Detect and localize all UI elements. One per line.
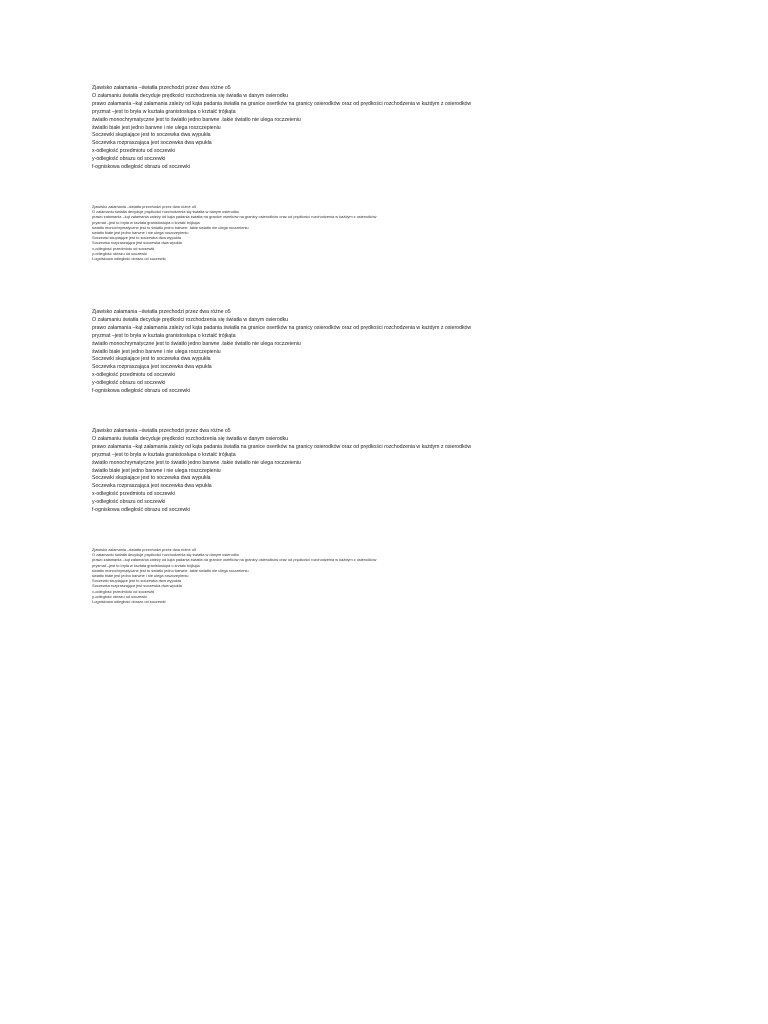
- note-line: prawo załamania –kąt załamania zależy od kąta padania światła na granice osertków na granicy osierodków oraz od prędkości rozchodzenia w każdym z osierodków: [92, 100, 472, 107]
- note-line: Soczewka rozpraszająca jest soczewka dwa wpukła: [92, 140, 212, 147]
- note-line: y-odległość obrazu od soczewki: [92, 499, 166, 506]
- note-line: prawo załamania –kąt załamania zależy od kąta padania światła na granice osertków na granicy osierodków oraz od prędkości rozchodzenia w każdym z osierodków: [92, 324, 472, 331]
- note-line: f-ogniskowa odległość obrazu od soczewki: [92, 599, 166, 605]
- note-line: Soczewki skupiające jest to soczewka dwa wypukła: [92, 578, 181, 584]
- note-line: pryzmat –jest to bryła w kształa granistosłupa o krztałć trójkąta: [92, 332, 236, 339]
- note-line: x-odległość przedmiotu od soczewki: [92, 372, 176, 379]
- note-line: światło białe jest jedno barwne i nie ulega roszczepieniu: [92, 124, 221, 131]
- note-line: Zjawisko załamania –światła przechodzi przez dwa różne o5: [92, 85, 231, 91]
- note-block-4: [92, 428, 471, 515]
- note-line: Zjawisko załamania –światła przechodzi przez dwa różne o5: [92, 204, 197, 209]
- note-block-5: [92, 547, 376, 604]
- note-line: Soczewki skupiające jest to soczewka dwa wypukła: [92, 475, 211, 482]
- note-line: O załamaniu światła decyduje prędkości rozchodzenia się światła w danym osierodku: [92, 316, 289, 323]
- note-line: pryzmat –jest to bryła w kształa granistosłupa o krztałć trójkąta: [92, 108, 236, 115]
- note-block-2: [92, 204, 376, 261]
- note-line: Soczewka rozpraszająca jest soczewka dwa wpukła: [92, 483, 212, 490]
- note-line: x-odległość przedmiotu od soczewki: [92, 148, 176, 155]
- note-line: pryzmat –jest to bryła w kształa granistosłupa o krztałć trójkąta: [92, 562, 200, 568]
- note-line: pryzmat –jest to bryła w kształa granistosłupa o krztałć trójkąta: [92, 219, 200, 225]
- note-line: f-ogniskowa odległość obrazu od soczewki: [92, 388, 191, 395]
- note-line: Soczewki skupiające jest to soczewka dwa wypukła: [92, 356, 211, 363]
- note-line: O załamaniu światła decyduje prędkości rozchodzenia się światła w danym osierodku: [92, 209, 240, 215]
- note-line: y-odległość obrazu od soczewki: [92, 593, 147, 599]
- note-line: prawo załamania –kąt załamania zależy od kąta padania światła na granice osertków na granicy osierodków oraz od prędkości rozchodzenia w każdym z osierodków: [92, 557, 377, 563]
- note-line: y-odległość obrazu od soczewki: [92, 380, 166, 387]
- note-line: x-odległość przedmiotu od soczewki: [92, 245, 155, 251]
- note-line: O załamaniu światła decyduje prędkości rozchodzenia się światła w danym osierodku: [92, 92, 289, 99]
- note-line: Zjawisko załamania –światła przechodzi przez dwa różne o5: [92, 309, 231, 315]
- note-line: Soczewka rozpraszająca jest soczewka dwa wpukła: [92, 364, 212, 371]
- note-line: światło białe jest jedno barwne i nie ulega roszczepieniu: [92, 348, 221, 355]
- note-line: światło białe jest jedno barwne i nie ulega roszczepieniu: [92, 573, 189, 579]
- note-line: Soczewka rozpraszająca jest soczewka dwa wpukła: [92, 583, 182, 589]
- note-line: pryzmat –jest to bryła w kształa granistosłupa o krztałć trójkąta: [92, 451, 236, 458]
- note-line: światło monochrymatyczne jest to światło jedno barwne .takie światło nie ulega roczzeieniu: [92, 459, 301, 466]
- note-line: światło białe jest jedno barwne i nie ulega roszczepieniu: [92, 467, 221, 474]
- note-line: O załamaniu światła decyduje prędkości rozchodzenia się światła w danym osierodku: [92, 552, 240, 558]
- note-line: f-ogniskowa odległość obrazu od soczewki: [92, 507, 191, 514]
- note-line: światło białe jest jedno barwne i nie ulega roszczepieniu: [92, 230, 189, 236]
- note-line: f-ogniskowa odległość obrazu od soczewki: [92, 164, 191, 171]
- note-line: prawo załamania –kąt załamania zależy od kąta padania światła na granice osertków na granicy osierodków oraz od prędkości rozchodzenia w każdym z osierodków: [92, 443, 472, 450]
- note-line: x-odległość przedmiotu od soczewki: [92, 491, 176, 498]
- note-line: y-odległość obrazu od soczewki: [92, 250, 147, 256]
- note-block-3: [92, 309, 471, 396]
- note-line: x-odległość przedmiotu od soczewki: [92, 588, 155, 594]
- note-line: y-odległość obrazu od soczewki: [92, 156, 166, 163]
- note-line: f-ogniskowa odległość obrazu od soczewki: [92, 256, 166, 262]
- note-line: Zjawisko załamania –światła przechodzi przez dwa różne o5: [92, 547, 197, 552]
- note-line: światło monochrymatyczne jest to światło jedno barwne .takie światło nie ulega roczzeieniu: [92, 340, 301, 347]
- note-line: światło monochrymatyczne jest to światło jedno barwne .takie światło nie ulega roczzeieniu: [92, 116, 301, 123]
- note-line: światło monochrymatyczne jest to światło jedno barwne .takie światło nie ulega roczzeieniu: [92, 567, 249, 573]
- note-line: Zjawisko załamania –światła przechodzi przez dwa różne o5: [92, 428, 231, 434]
- note-line: Soczewki skupiające jest to soczewka dwa wypukła: [92, 132, 211, 139]
- note-line: światło monochrymatyczne jest to światło jedno barwne .takie światło nie ulega roczzeieniu: [92, 224, 249, 230]
- note-line: O załamaniu światła decyduje prędkości rozchodzenia się światła w danym osierodku: [92, 435, 289, 442]
- note-line: Soczewka rozpraszająca jest soczewka dwa wpukła: [92, 240, 182, 246]
- note-block-1: [92, 85, 471, 172]
- note-line: Soczewki skupiające jest to soczewka dwa wypukła: [92, 235, 181, 241]
- note-line: prawo załamania –kąt załamania zależy od kąta padania światła na granice osertków na granicy osierodków oraz od prędkości rozchodzenia w każdym z osierodków: [92, 214, 377, 220]
